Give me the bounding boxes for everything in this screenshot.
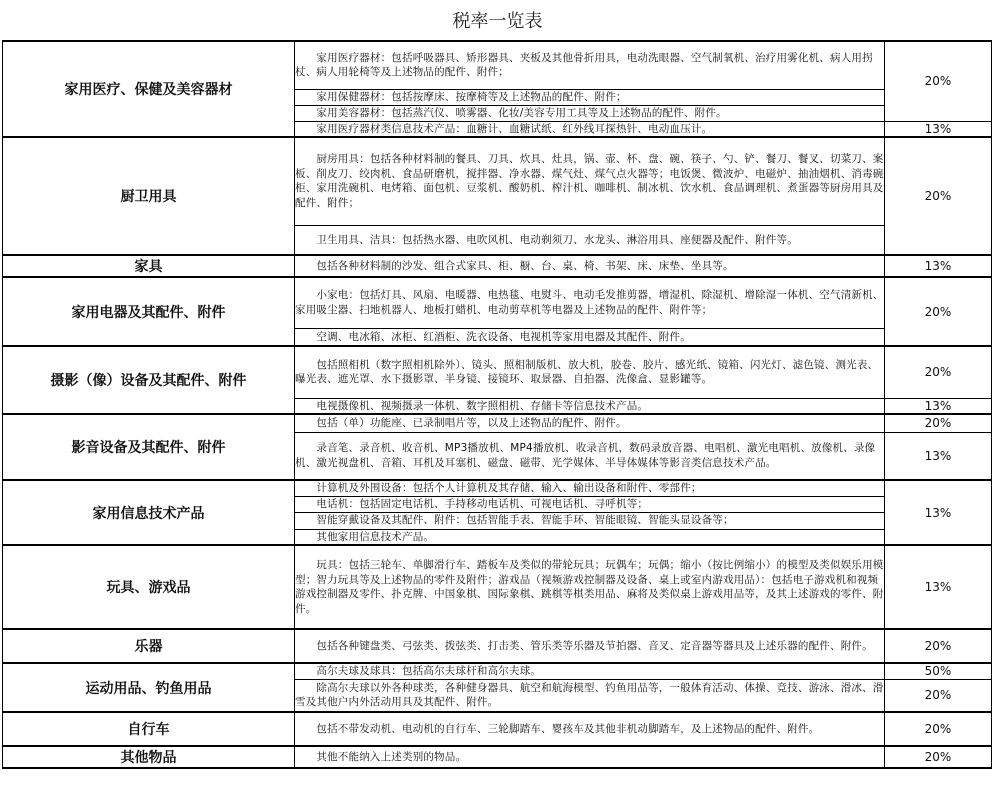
category-cell: 乐器 [3, 629, 295, 663]
description-cell: 家用保健器材：包括按摩床、按摩椅等及上述物品的配件、附件； [295, 89, 885, 105]
table-row [3, 255, 992, 277]
description-cell: 除高尔夫球以外各种球类，各种健身器具、航空和航海模型、钓鱼用品等，一般体育活动、体操、竞技、游泳、滑冰、滑雪及其他户内外活动用具及其配件、附件。 [295, 679, 885, 712]
rate-cell: 20% [885, 712, 992, 746]
rate-cell: 20% [885, 346, 992, 398]
category-cell: 摄影（像）设备及其配件、附件 [3, 346, 295, 414]
table-row [3, 137, 992, 225]
description-cell: 家用医疗器材类信息技术产品：血糖计、血糖试纸、红外线耳探热针、电动血压计。 [295, 121, 885, 137]
table-row [3, 414, 992, 432]
description-cell: 电视摄像机、视频摄录一体机、数字照相机、存储卡等信息技术产品。 [295, 398, 885, 414]
table-row [3, 629, 992, 663]
category-cell: 家用医疗、保健及美容器材 [3, 41, 295, 137]
table-row [3, 480, 992, 496]
description-cell: 包括各种材料制的沙发、组合式家具、柜、橱、台、桌、椅、书架、床、床垫、坐具等。 [295, 255, 885, 277]
description-cell: 家用美容器材：包括蒸汽仪、喷雾器、化妆/美容专用工具等及上述物品的配件、附件。 [295, 105, 885, 121]
rate-cell: 20% [885, 414, 992, 432]
category-cell: 家用电器及其配件、附件 [3, 277, 295, 346]
rate-cell: 13% [885, 255, 992, 277]
description-cell: 包括不带发动机、电动机的自行车、三轮脚踏车、婴孩车及其他非机动脚踏车，及上述物品的配件、附件。 [295, 712, 885, 746]
table-row [3, 746, 992, 768]
description-cell: 小家电：包括灯具、风扇、电暖器、电热毯、电熨斗、电动毛发推剪器，增湿机、除湿机、增除湿一体机、空气清新机、家用吸尘器、扫地机器人、地板打蜡机、电动剪草机等电器及上述物品的配件、附件等； [295, 277, 885, 328]
category-cell: 厨卫用具 [3, 137, 295, 255]
description-cell: 家用医疗器材：包括呼吸器具、矫形器具、夹板及其他骨折用具，电动洗眼器、空气制氧机、治疗用雾化机、病人用拐杖、病人用轮椅等及上述物品的配件、附件； [295, 41, 885, 89]
table-row [3, 712, 992, 746]
table-row [3, 663, 992, 679]
table-row [3, 277, 992, 328]
description-cell: 包括照相机（数字照相机除外）、镜头、照相制版机、放大机，胶卷、胶片、感光纸、镜箱、闪光灯、滤色镜、测光表、曝光表、遮光罩、水下摄影罩、半身镜、接镜环、取景器、自拍器、洗像盒、显影罐等。 [295, 346, 885, 398]
table-row [3, 41, 992, 89]
description-cell: 空调、电冰箱、冰柜、红酒柜、洗衣设备、电视机等家用电器及其配件、附件。 [295, 328, 885, 346]
category-cell: 其他物品 [3, 746, 295, 768]
category-cell: 运动用品、钓鱼用品 [3, 663, 295, 712]
rate-cell: 20% [885, 679, 992, 712]
table-row [3, 545, 992, 629]
description-cell: 录音笔、录音机、收音机、MP3播放机、MP4播放机、收录音机，数码录放音器、电唱机、激光电唱机、放像机、录像机、激光视盘机、音箱、耳机及耳塞机、磁盘、磁带、光学媒体、半导体媒体等影音类信息技术产品。 [295, 432, 885, 480]
rate-cell: 20% [885, 137, 992, 255]
page-title: 税率一览表 [452, 11, 543, 32]
rate-cell: 20% [885, 41, 992, 121]
description-cell: 其他不能纳入上述类别的物品。 [295, 746, 885, 768]
rate-cell: 50% [885, 663, 992, 679]
rate-cell: 20% [885, 277, 992, 346]
rate-cell: 13% [885, 398, 992, 414]
description-cell: 计算机及外围设备：包括个人计算机及其存储、输入、输出设备和附件、零部件； [295, 480, 885, 496]
rate-cell: 20% [885, 746, 992, 768]
category-cell: 家具 [3, 255, 295, 277]
category-cell: 家用信息技术产品 [3, 480, 295, 545]
description-cell: 智能穿戴设备及其配件、附件：包括智能手表、智能手环、智能眼镜、智能头显设备等； [295, 512, 885, 529]
description-cell: 其他家用信息技术产品。 [295, 529, 885, 545]
rate-cell: 20% [885, 629, 992, 663]
description-cell: 卫生用具、洁具：包括热水器、电吹风机、电动剃须刀、水龙头、淋浴用具、座便器及配件、附件等。 [295, 225, 885, 255]
rate-cell: 13% [885, 432, 992, 480]
description-cell: 玩具：包括三轮车、单脚滑行车、踏板车及类似的带轮玩具；玩偶车；玩偶；缩小（按比例缩小）的模型及类似娱乐用模型；智力玩具等及上述物品的零件及附件；游戏品（视频游戏控制器及设备、桌上或室内游戏用品）：包括电子游戏机和视频游戏控制器及零件、扑克牌、中国象棋、国际象棋、跳棋等棋类用品、麻将及类似桌上游戏用品等，及其上述游戏的零件、附件。 [295, 545, 885, 629]
rate-cell: 13% [885, 545, 992, 629]
description-cell: 包括各种键盘类、弓弦类、拨弦类、打击类、管乐类等乐器及节拍器、音叉、定音器等器具及上述乐器的配件、附件。 [295, 629, 885, 663]
description-cell: 电话机：包括固定电话机、手持移动电话机、可视电话机、寻呼机等； [295, 496, 885, 512]
description-cell: 厨房用具：包括各种材料制的餐具、刀具、炊具、灶具，锅、壶、杯、盘、碗、筷子、勺、铲、餐刀、餐叉、切菜刀、案板、削皮刀、绞肉机、食品研磨机，搅拌器、净水器、煤气灶、煤气点火器等；电饭煲、微波炉、电磁炉、抽油烟机、消毒碗柜、家用洗碗机、电烤箱、面包机、豆浆机、酸奶机、榨汁机、咖啡机、制冰机、饮水机、食品调理机、煮蛋器等厨房用具及配件、附件； [295, 137, 885, 225]
table-row [3, 346, 992, 398]
tax-rate-table [2, 40, 992, 769]
description-cell: 高尔夫球及球具：包括高尔夫球杆和高尔夫球。 [295, 663, 885, 679]
category-cell: 影音设备及其配件、附件 [3, 414, 295, 480]
rate-cell: 13% [885, 121, 992, 137]
category-cell: 玩具、游戏品 [3, 545, 295, 629]
description-cell: 包括（单）功能座、已录制唱片等，以及上述物品的配件、附件。 [295, 414, 885, 432]
category-cell: 自行车 [3, 712, 295, 746]
rate-cell: 13% [885, 480, 992, 545]
